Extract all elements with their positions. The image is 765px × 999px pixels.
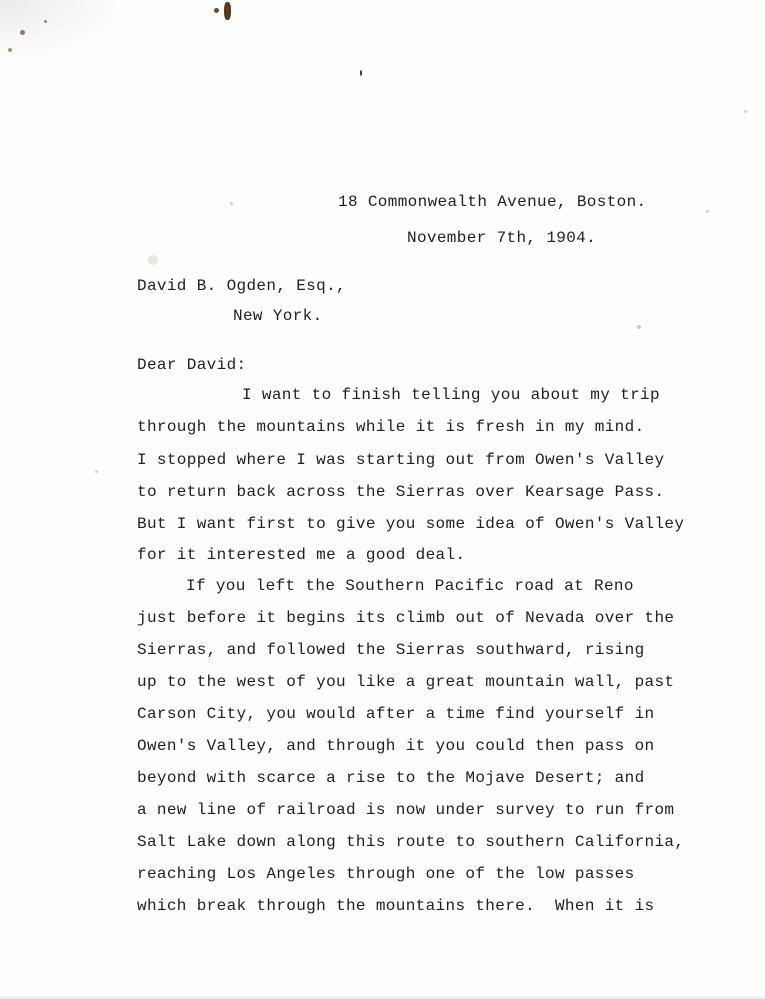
recipient-name: David B. Ogden, Esq., [137,277,346,295]
body-line: But I want first to give you some idea of Owen's Valley [137,515,685,533]
body-line: beyond with scarce a rise to the Mojave Desert; and [137,769,645,787]
ink-spot [44,20,47,23]
body-line: I stopped where I was starting out from Owen's Valley [137,451,665,469]
paper-speck [148,255,158,265]
body-line: a new line of railroad is now under survey to run from [137,801,675,819]
paper-stain [0,0,120,60]
paper-speck [706,210,709,213]
paper-speck [744,110,747,113]
paper-speck [230,202,233,205]
ink-spot [20,30,25,35]
body-line: Salt Lake down along this route to southern California, [137,833,685,851]
body-line: to return back across the Sierras over Kearsage Pass. [137,483,665,501]
body-line: which break through the mountains there. When it is [137,897,655,915]
paper-speck [95,470,98,473]
paper-edge [0,995,765,999]
body-line: Owen's Valley, and through it you could then pass on [137,737,655,755]
body-line: up to the west of you like a great mountain wall, past [137,673,675,691]
body-line: reaching Los Angeles through one of the low passes [137,865,635,883]
ink-spot [224,2,231,20]
body-line: I want to finish telling you about my trip [242,386,660,404]
body-line: for it interested me a good deal. [137,546,466,564]
paper-speck [637,325,641,329]
body-line: Carson City, you would after a time find yourself in [137,705,655,723]
ink-spot [360,70,362,76]
salutation: Dear David: [137,356,247,374]
body-line: Sierras, and followed the Sierras southward, rising [137,641,645,659]
letter-date: November 7th, 1904. [407,229,597,247]
recipient-city: New York. [233,307,323,325]
body-line: through the mountains while it is fresh in my mind. [137,418,645,436]
ink-spot [214,8,219,13]
body-line: If you left the Southern Pacific road at Reno [186,577,634,595]
sender-address: 18 Commonwealth Avenue, Boston. [338,193,647,211]
ink-spot [8,48,12,52]
body-line: just before it begins its climb out of Nevada over the [137,609,675,627]
